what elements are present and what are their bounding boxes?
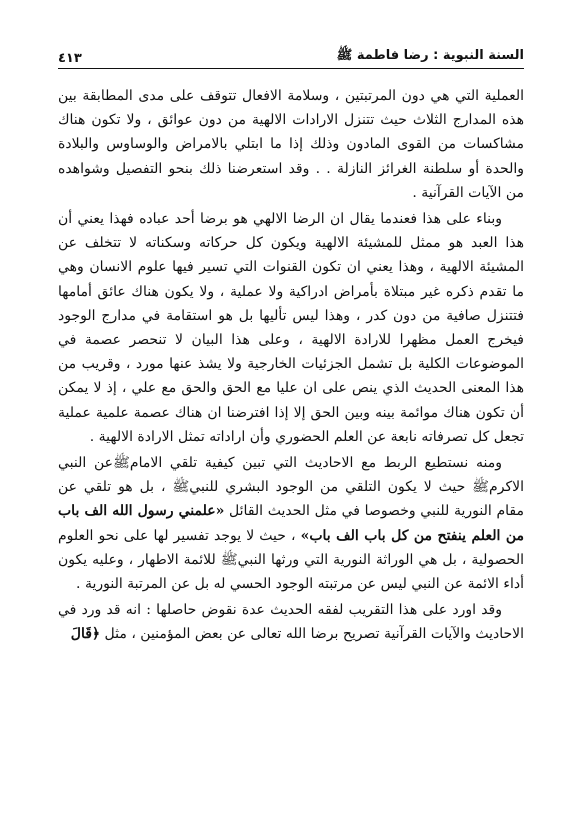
quran-quote-start: ﴿قَالَ — [70, 626, 101, 643]
paragraph-1: العملية التي هي دون المرتبتين ، وسلامة الافعال تتوقف على مدى المطابقة بين هذه المدارج الثلاث حيث تتنزل الارادات الالهية من دون عوائق ، ولا تكون هناك مشاكسات من القوى المادون وذلك إذا ما ابتلي بالامراض والوساوس والبلادة والحدة أو سلطنة الغرائز النازلة . . وقد استعرضنا ذلك بنحو التفصيل وشواهده من الآيات القرآنية . — [58, 88, 524, 201]
paragraph-4-text-a: وقد اورد على هذا التقريب لفقه الحديث عدة نقوض حاصلها : انه قد ورد في الاحاديث والآيات القرآنية تصريح برضا الله تعالى عن بعض المؤمنين ، مثل — [58, 602, 524, 643]
running-title: السنة النبوية : رضا فاطمة ﷺ — [336, 48, 524, 63]
paragraph-3-text-a: ومنه نستطيع الربط مع الاحاديث التي تبين كيفية تلقي الامامﷺعن النبي الاكرمﷺ حيث لا يكون التلقي من الوجود البشري للنبيﷺ ، بل هو تلقي عن مقام النورية للنبي وخصوصا في مثل الحديث القائل — [58, 455, 524, 520]
paragraph-2: وبناء على هذا فعندما يقال ان الرضا الالهي هو برضا أحد عباده فهذا يعني أن هذا العبد هو ممثل للمشيئة الالهية ويكون كل حركاته وسكناته لا تتخلف عن المشيئة الالهية ، وهذا يعني ان تكون القنوات التي تسير فيها علوم الانسان وهي ما تقدم ذكره غير مبتلاة بأمراض ادراكية ولا عملية ، ولا يكون هناك عائق أمامها فتتنزل صافية من دون كدر ، وهذا ليس تأليها بل هو استقامة في مدارج الوجود فيخرج العمل مظهرا للارادة الالهية ، وعلى هذا البيان لا تنحصر عصمة في الموضوعات الكلية بل تشمل الجزئيات الخارجية ولا يشذ عنها مورد ، وقريب من هذا المعنى الحديث الذي ينص على ان عليا مع الحق والحق مع علي ، إذ لا يمكن أن تكون هناك موائمة بينه وبين الحق إلا إذا افترضنا ان هناك عصمة علمية عملية تجعل كل تصرفاته نابعة عن العلم الحضوري وأن اراداته تمثل الارادة الالهية . — [58, 211, 524, 445]
paragraph-4 — [58, 598, 524, 646]
page-body — [58, 84, 524, 647]
page-number: ٤١٣ — [58, 51, 82, 66]
page-header — [58, 44, 524, 66]
header-divider — [58, 68, 524, 69]
hadith-quote: «علمني رسول الله الف باب من العلم ينفتح من كل باب الف باب» — [58, 503, 525, 544]
paragraph-3 — [58, 451, 524, 596]
paragraph-3-text-b: ، حيث لا يوجد تفسير لها على نحو العلوم الحصولية ، بل هي الوراثة النورية التي ورثها النبيﷺ للائمة الاطهار ، وعليه يكون أداء الائمة عن النبي ليس عن مرتبته الوجود الحسي له بل عن المرتبة النورية . — [58, 527, 524, 593]
